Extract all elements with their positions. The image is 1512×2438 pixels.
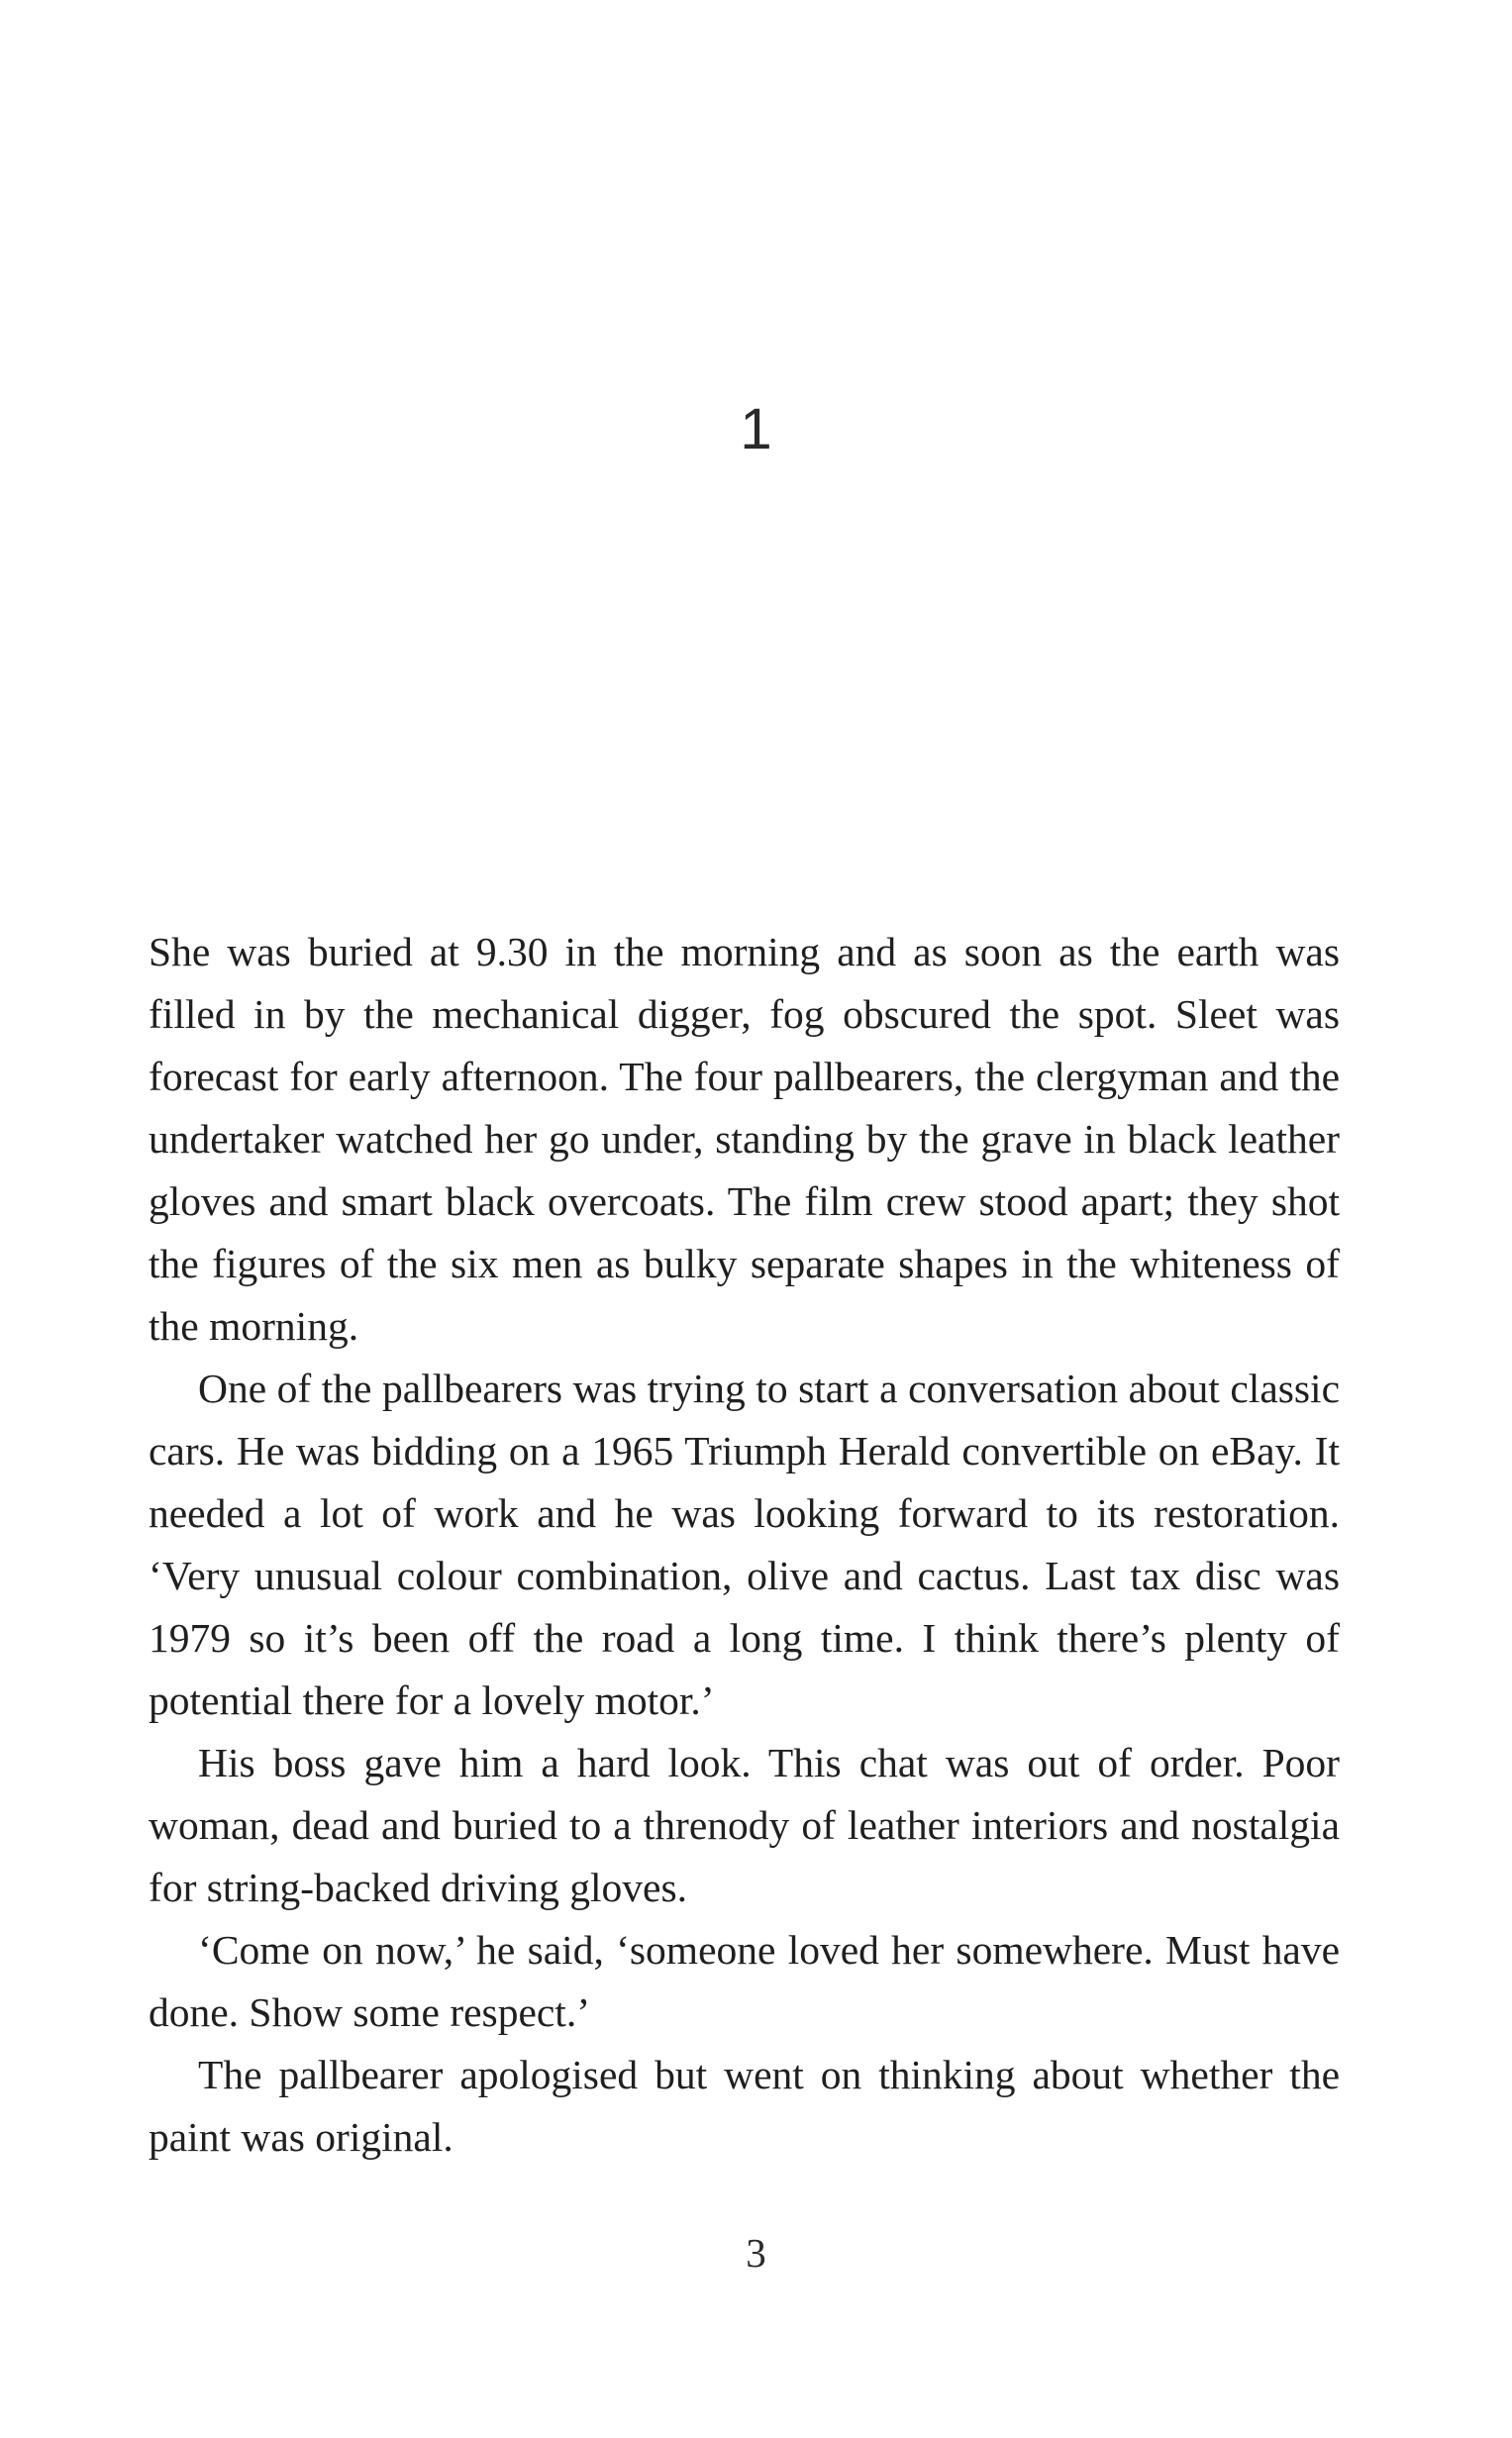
body-text: [149, 921, 1340, 2169]
chapter-number: 1: [740, 397, 772, 461]
paragraph-2: One of the pallbearers was trying to start a conversation about classic cars. He was bidding on a 1965 Triumph Herald convertible on eBay. It needed a lot of work and he was looking forward to its restoration. ‘Very unusual colour combination, olive and cactus. Last tax disc was 1979 so it’s been off the road a long time. I think there’s plenty of potential there for a lovely motor.’: [149, 1366, 1340, 1723]
paragraph-4: ‘Come on now,’ he said, ‘someone loved her somewhere. Must have done. Show some respect.’: [149, 1927, 1340, 2035]
paragraph-3: His boss gave him a hard look. This chat was out of order. Poor woman, dead and buried to a threnody of leather interiors and nostalgia for string-backed driving gloves.: [149, 1740, 1340, 1910]
paragraph-1: She was buried at 9.30 in the morning and as soon as the earth was filled in by the mechanical digger, fog obscured the spot. Sleet was forecast for early afternoon. The four pallbearers, the clergyman and the undertaker watched her go under, standing by the grave in black leather gloves and smart black overcoats. The film crew stood apart; they shot the figures of the six men as bulky separate shapes in the whiteness of the morning.: [149, 929, 1340, 1349]
paragraph-5: The pallbearer apologised but went on thinking about whether the paint was original.: [149, 2052, 1340, 2160]
page-number: 3: [746, 2230, 766, 2276]
